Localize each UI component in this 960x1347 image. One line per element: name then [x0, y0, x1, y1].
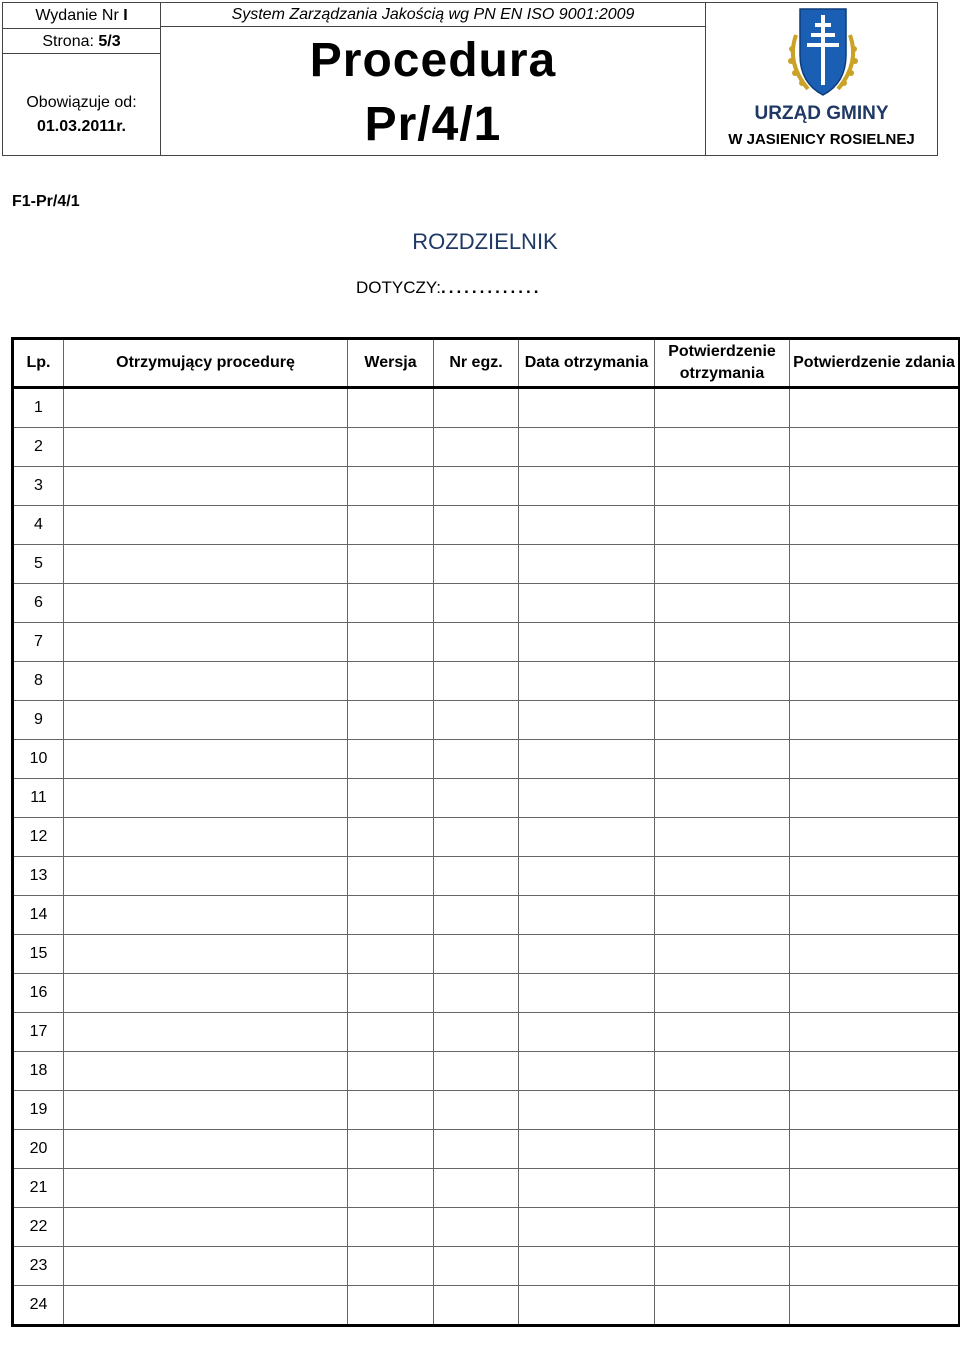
table-row: [13, 1052, 960, 1091]
table-cell[interactable]: [348, 1208, 434, 1247]
row-number: 11: [13, 779, 64, 818]
table-cell[interactable]: [655, 388, 790, 428]
table-cell[interactable]: [434, 1091, 519, 1130]
table-cell[interactable]: [655, 857, 790, 896]
table-cell[interactable]: [434, 1286, 519, 1326]
table-cell[interactable]: [519, 1091, 655, 1130]
table-cell[interactable]: [64, 779, 348, 818]
table-row: [13, 545, 960, 584]
table-cell[interactable]: [655, 662, 790, 701]
row-number: 3: [13, 467, 64, 506]
table-cell[interactable]: [519, 1247, 655, 1286]
table-cell[interactable]: [348, 662, 434, 701]
column-header: Potwierdzenie zdania: [790, 339, 960, 388]
table-row: [13, 1013, 960, 1052]
table-cell[interactable]: [519, 545, 655, 584]
row-number: 7: [13, 623, 64, 662]
table-cell[interactable]: [348, 1091, 434, 1130]
row-number: 5: [13, 545, 64, 584]
table-cell[interactable]: [348, 779, 434, 818]
table-cell[interactable]: [655, 584, 790, 623]
table-cell[interactable]: [790, 974, 960, 1013]
table-cell[interactable]: [790, 388, 960, 428]
table-row: [13, 818, 960, 857]
table-row: [13, 779, 960, 818]
table-cell[interactable]: [655, 1286, 790, 1326]
procedure-code: Pr/4/1: [364, 98, 502, 151]
table-cell[interactable]: [790, 701, 960, 740]
table-cell[interactable]: [655, 935, 790, 974]
table-cell[interactable]: [519, 896, 655, 935]
table-row: [13, 974, 960, 1013]
column-header: Lp.: [13, 339, 64, 388]
row-number: 17: [13, 1013, 64, 1052]
table-cell[interactable]: [519, 779, 655, 818]
table-cell[interactable]: [519, 506, 655, 545]
table-cell[interactable]: [348, 388, 434, 428]
table-cell[interactable]: [434, 779, 519, 818]
table-cell[interactable]: [790, 896, 960, 935]
form-title: ROZDZIELNIK: [412, 229, 558, 254]
table-cell[interactable]: [655, 506, 790, 545]
table-cell[interactable]: [348, 1169, 434, 1208]
table-cell[interactable]: [655, 701, 790, 740]
table-cell[interactable]: [434, 818, 519, 857]
row-number: 23: [13, 1247, 64, 1286]
office-location: W JASIENICY ROSIELNEJ: [728, 131, 915, 148]
quality-system-label: System Zarządzania Jakością wg PN EN ISO 9001:2009: [161, 3, 705, 27]
table-cell[interactable]: [519, 701, 655, 740]
table-row: [13, 1091, 960, 1130]
row-number: 24: [13, 1286, 64, 1326]
table-cell[interactable]: [64, 1013, 348, 1052]
table-cell[interactable]: [790, 428, 960, 467]
table-cell[interactable]: [790, 623, 960, 662]
table-cell[interactable]: [64, 623, 348, 662]
row-number: 1: [13, 388, 64, 428]
table-cell[interactable]: [655, 1130, 790, 1169]
row-number: 22: [13, 1208, 64, 1247]
row-number: 18: [13, 1052, 64, 1091]
table-cell[interactable]: [348, 857, 434, 896]
distribution-table: [11, 337, 960, 1327]
table-cell[interactable]: [64, 545, 348, 584]
table-row: [13, 388, 960, 428]
table-cell[interactable]: [64, 701, 348, 740]
table-cell[interactable]: [434, 584, 519, 623]
table-cell[interactable]: [64, 388, 348, 428]
row-number: 9: [13, 701, 64, 740]
table-cell[interactable]: [790, 935, 960, 974]
table-cell[interactable]: [434, 1052, 519, 1091]
row-number: 4: [13, 506, 64, 545]
table-cell[interactable]: [519, 857, 655, 896]
table-row: [13, 584, 960, 623]
table-cell[interactable]: [790, 1286, 960, 1326]
table-cell[interactable]: [434, 896, 519, 935]
row-number: 12: [13, 818, 64, 857]
valid-from: Obowiązuje od: 01.03.2011r.: [26, 94, 137, 135]
table-cell[interactable]: [348, 506, 434, 545]
table-cell[interactable]: [434, 388, 519, 428]
table-cell[interactable]: [434, 857, 519, 896]
row-number: 8: [13, 662, 64, 701]
row-number: 14: [13, 896, 64, 935]
table-row: [13, 896, 960, 935]
table-cell[interactable]: [64, 857, 348, 896]
row-number: 10: [13, 740, 64, 779]
table-cell[interactable]: [434, 974, 519, 1013]
table-cell[interactable]: [348, 818, 434, 857]
table-row: [13, 1130, 960, 1169]
table-cell[interactable]: [64, 506, 348, 545]
table-cell[interactable]: [519, 1013, 655, 1052]
table-cell[interactable]: [348, 1130, 434, 1169]
table-cell[interactable]: [434, 467, 519, 506]
table-cell[interactable]: [655, 1013, 790, 1052]
table-cell[interactable]: [348, 935, 434, 974]
table-row: [13, 1169, 960, 1208]
table-cell[interactable]: [64, 1169, 348, 1208]
table-cell[interactable]: [519, 818, 655, 857]
table-cell[interactable]: [434, 1013, 519, 1052]
table-cell[interactable]: [434, 428, 519, 467]
row-number: 21: [13, 1169, 64, 1208]
table-cell[interactable]: [64, 896, 348, 935]
table-row: [13, 428, 960, 467]
table-cell[interactable]: [790, 467, 960, 506]
table-cell[interactable]: [348, 545, 434, 584]
table-cell[interactable]: [348, 428, 434, 467]
table-cell[interactable]: [64, 1286, 348, 1326]
table-cell[interactable]: [519, 662, 655, 701]
table-cell[interactable]: [655, 1052, 790, 1091]
table-row: [13, 467, 960, 506]
table-cell[interactable]: [655, 740, 790, 779]
table-cell[interactable]: [519, 1052, 655, 1091]
table-cell[interactable]: [519, 1169, 655, 1208]
table-cell[interactable]: [655, 974, 790, 1013]
table-cell[interactable]: [434, 506, 519, 545]
office-name: URZĄD GMINY: [754, 103, 889, 124]
column-header: Otrzymujący procedurę: [64, 339, 348, 388]
table-row: [13, 662, 960, 701]
table-cell[interactable]: [64, 818, 348, 857]
table-cell[interactable]: [519, 428, 655, 467]
table-row: [13, 623, 960, 662]
table-cell[interactable]: [434, 1247, 519, 1286]
table-cell[interactable]: [655, 545, 790, 584]
subject-line: DOTYCZY:.............: [356, 278, 542, 297]
table-cell[interactable]: [519, 584, 655, 623]
table-cell[interactable]: [64, 1052, 348, 1091]
table-cell[interactable]: [64, 974, 348, 1013]
table-cell[interactable]: [348, 1247, 434, 1286]
table-row: [13, 1208, 960, 1247]
table-cell[interactable]: [348, 896, 434, 935]
table-cell[interactable]: [434, 623, 519, 662]
table-cell[interactable]: [655, 1247, 790, 1286]
table-row: [13, 857, 960, 896]
table-cell[interactable]: [519, 935, 655, 974]
row-number: 20: [13, 1130, 64, 1169]
table-row: [13, 701, 960, 740]
procedure-title: Procedura: [309, 34, 557, 87]
table-row: [13, 1286, 960, 1326]
table-cell[interactable]: [64, 740, 348, 779]
row-number: 6: [13, 584, 64, 623]
table-cell[interactable]: [655, 896, 790, 935]
edition-number: Wydanie Nr I: [3, 3, 160, 29]
table-cell[interactable]: [64, 428, 348, 467]
row-number: 2: [13, 428, 64, 467]
table-cell[interactable]: [519, 623, 655, 662]
table-cell[interactable]: [434, 1169, 519, 1208]
table-cell[interactable]: [434, 1130, 519, 1169]
table-cell[interactable]: [434, 935, 519, 974]
table-cell[interactable]: [348, 623, 434, 662]
table-cell[interactable]: [64, 1130, 348, 1169]
table-cell[interactable]: [790, 1208, 960, 1247]
table-cell[interactable]: [790, 857, 960, 896]
table-cell[interactable]: [64, 1208, 348, 1247]
table-cell[interactable]: [519, 1130, 655, 1169]
procedure-title-block: [161, 3, 706, 155]
table-cell[interactable]: [519, 740, 655, 779]
table-cell[interactable]: [790, 1091, 960, 1130]
table-cell[interactable]: [790, 779, 960, 818]
table-cell[interactable]: [790, 584, 960, 623]
page-number: Strona: 5/3: [3, 29, 160, 54]
table-cell[interactable]: [434, 662, 519, 701]
row-number: 13: [13, 857, 64, 896]
column-header: Nr egz.: [434, 339, 519, 388]
coat-of-arms-icon: [778, 5, 868, 99]
row-number: 19: [13, 1091, 64, 1130]
column-header: Data otrzymania: [519, 339, 655, 388]
table-cell[interactable]: [64, 1247, 348, 1286]
table-cell[interactable]: [348, 974, 434, 1013]
edition-info: [3, 3, 161, 155]
table-cell[interactable]: [64, 584, 348, 623]
table-row: [13, 740, 960, 779]
table-cell[interactable]: [790, 1130, 960, 1169]
table-cell[interactable]: [790, 818, 960, 857]
table-cell[interactable]: [348, 1286, 434, 1326]
table-cell[interactable]: [348, 1052, 434, 1091]
table-cell[interactable]: [790, 1013, 960, 1052]
table-cell[interactable]: [790, 1169, 960, 1208]
form-code: F1-Pr/4/1: [12, 193, 80, 210]
table-cell[interactable]: [64, 935, 348, 974]
table-cell[interactable]: [655, 428, 790, 467]
table-cell[interactable]: [790, 506, 960, 545]
table-cell[interactable]: [655, 779, 790, 818]
table-cell[interactable]: [434, 1208, 519, 1247]
table-cell[interactable]: [434, 545, 519, 584]
table-body: [13, 388, 960, 1326]
table-cell[interactable]: [790, 740, 960, 779]
table-cell[interactable]: [348, 701, 434, 740]
table-cell[interactable]: [64, 662, 348, 701]
column-header: Potwierdzenie otrzymania: [655, 339, 790, 388]
office-block: [706, 3, 937, 155]
table-cell[interactable]: [655, 623, 790, 662]
table-row: [13, 1247, 960, 1286]
table-cell[interactable]: [434, 701, 519, 740]
table-row: [13, 935, 960, 974]
table-cell[interactable]: [655, 1091, 790, 1130]
table-row: [13, 506, 960, 545]
table-cell[interactable]: [519, 388, 655, 428]
table-cell[interactable]: [519, 1286, 655, 1326]
table-cell[interactable]: [519, 974, 655, 1013]
document-header: [2, 2, 938, 156]
table-cell[interactable]: [655, 1169, 790, 1208]
table-cell[interactable]: [655, 1208, 790, 1247]
table-cell[interactable]: [790, 662, 960, 701]
table-cell[interactable]: [790, 1247, 960, 1286]
table-cell[interactable]: [348, 467, 434, 506]
table-cell[interactable]: [64, 1091, 348, 1130]
table-cell[interactable]: [655, 818, 790, 857]
table-cell[interactable]: [655, 467, 790, 506]
table-cell[interactable]: [348, 584, 434, 623]
row-number: 16: [13, 974, 64, 1013]
table-cell[interactable]: [519, 467, 655, 506]
table-cell[interactable]: [64, 467, 348, 506]
table-cell[interactable]: [348, 740, 434, 779]
column-header: Wersja: [348, 339, 434, 388]
table-cell[interactable]: [790, 545, 960, 584]
table-cell[interactable]: [434, 740, 519, 779]
table-header-row: [13, 339, 960, 388]
row-number: 15: [13, 935, 64, 974]
table-cell[interactable]: [519, 1208, 655, 1247]
table-cell[interactable]: [348, 1013, 434, 1052]
table-cell[interactable]: [790, 1052, 960, 1091]
